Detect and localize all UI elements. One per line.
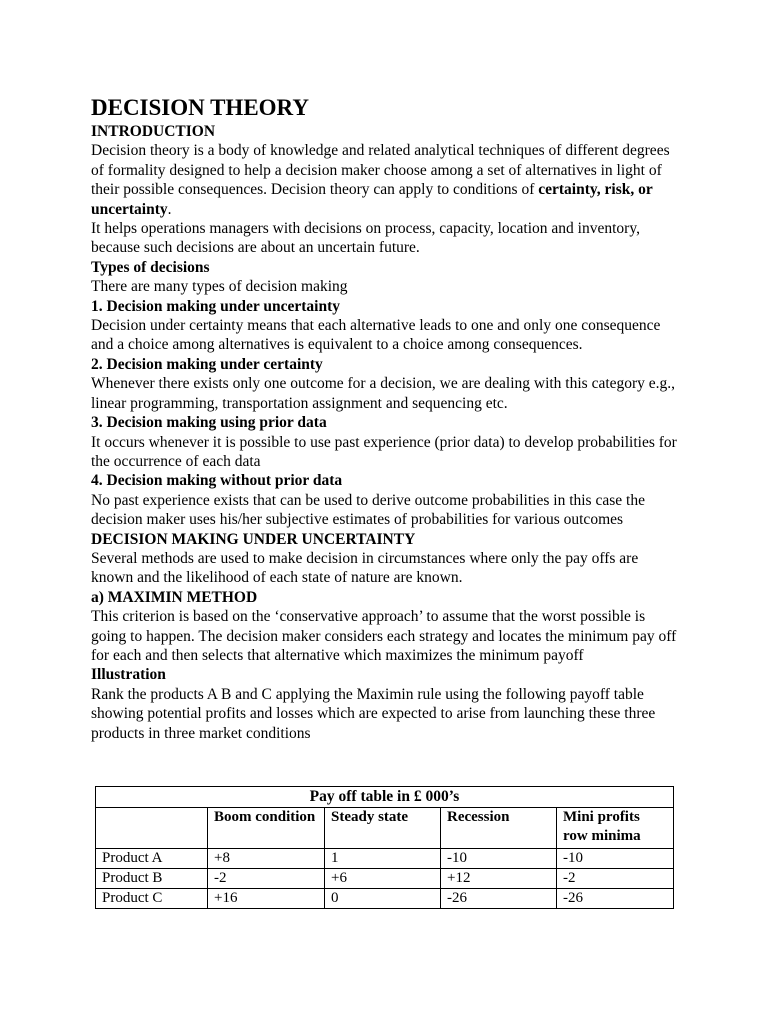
table-cell: 1: [325, 849, 441, 869]
table-caption: Pay off table in £ 000’s: [96, 787, 674, 808]
type1-heading: 1. Decision making under uncertainty: [91, 297, 341, 315]
table-cell: -2: [208, 869, 325, 889]
type1-text: Decision under certainty means that each alternative leads to one and only one consequence and a choice among alternatives is equivalent to a choice among consequences.: [91, 317, 661, 354]
table-cell: -2: [557, 869, 674, 889]
document-title: DECISION THEORY: [91, 95, 309, 120]
intro-paragraph-1-bold: certainty, risk, or uncertainty: [91, 181, 653, 218]
type4-heading: 4. Decision making without prior data: [91, 472, 343, 490]
types-intro: There are many types of decision making: [91, 278, 348, 296]
intro-paragraph-2: It helps operations managers with decisions on process, capacity, location and inventory, because such decisions are about an uncertain future.: [91, 220, 640, 257]
table-cell: +12: [441, 869, 557, 889]
table-cell: +8: [208, 849, 325, 869]
header-cell: Mini profits row minima: [557, 808, 674, 849]
table-caption-row: [96, 787, 674, 808]
table-row: [96, 869, 674, 889]
header-cell: Boom condition: [208, 808, 325, 849]
header-cell: Steady state: [325, 808, 441, 849]
table-cell: Product C: [96, 889, 208, 909]
table-cell: 0: [325, 889, 441, 909]
table-cell: +16: [208, 889, 325, 909]
types-heading: Types of decisions: [91, 258, 210, 276]
table-header-row: [96, 808, 674, 849]
maximin-heading: a) MAXIMIN METHOD: [91, 588, 258, 606]
type2-heading: 2. Decision making under certainty: [91, 355, 323, 373]
uncertainty-heading: DECISION MAKING UNDER UNCERTAINTY: [91, 530, 416, 548]
uncertainty-text: Several methods are used to make decision in circumstances where only the pay offs are known and the likelihood of each state of nature are known.: [91, 549, 639, 587]
illustration-text: Rank the products A B and C applying the Maximin rule using the following payoff table showing potential profits and losses which are expected to arise from launching these three products in three market conditions: [91, 685, 656, 742]
type3-text: It occurs whenever it is possible to use past experience (prior data) to develop probabilities for the occurrence of each data: [91, 433, 677, 470]
table-cell: -26: [441, 889, 557, 909]
table-cell: Product A: [96, 849, 208, 869]
table-cell: -10: [557, 849, 674, 869]
table-cell: -10: [441, 849, 557, 869]
intro-paragraph-1: [91, 141, 678, 219]
introduction-heading: INTRODUCTION: [91, 123, 216, 140]
illustration-heading: Illustration: [91, 666, 166, 684]
table-row: [96, 889, 674, 909]
maximin-text: This criterion is based on the ‘conservative approach’ to assume that the worst possible is going to happen. The decision maker considers each strategy and locates the minimum pay off for each and then selects that alternative which maximizes the minimum payoff: [91, 608, 677, 664]
header-cell: Recession: [441, 808, 557, 849]
type3-heading: 3. Decision making using prior data: [91, 414, 327, 432]
payoff-table-container: [95, 786, 674, 909]
table-cell: -26: [557, 889, 674, 909]
intro-paragraph-1-end: .: [167, 200, 172, 218]
table-cell: +6: [325, 869, 441, 889]
intro-paragraph-1-text: Decision theory is a body of knowledge and related analytical techniques of different degrees of formality designed to help a decision maker choose among a set of alternatives in light of their possible consequences. Decision theory can apply to conditions of: [91, 142, 670, 199]
type4-text: No past experience exists that can be used to derive outcome probabilities in this case the decision maker uses his/her subjective estimates of probabilities for various outcomes: [91, 491, 645, 529]
table-cell: Product B: [96, 869, 208, 889]
payoff-table: [95, 786, 674, 909]
table-row: [96, 849, 674, 869]
type2-text: Whenever there exists only one outcome for a decision, we are dealing with this category e.g., linear programming, transportation assignment and sequencing etc.: [91, 375, 676, 412]
header-cell: [96, 808, 208, 849]
